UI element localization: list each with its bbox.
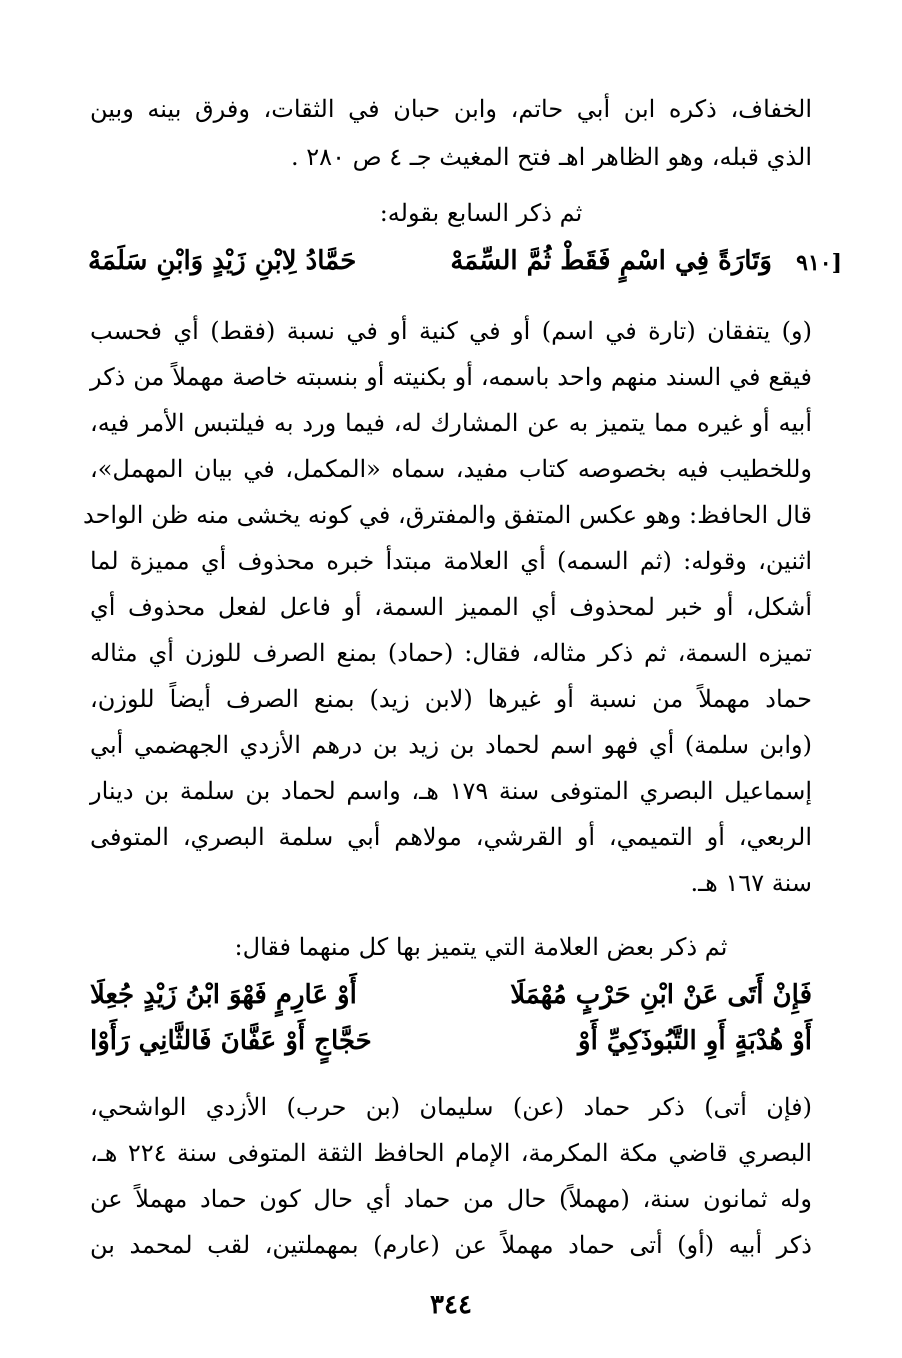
verse-910 [88,246,772,288]
commentary-line: سنة ١٦٧ هـ. [690,869,812,897]
page-number: ٣٤٤ [430,1290,472,1320]
commentary-line: أشكل، أو خبر لمحذوف أي المميز السمة، أو فاعل لفعل محذوف أي [90,593,812,621]
verse-first-half: أَوْ هُدْبَةٍ أَوِ التَّبُوذَكِيِّ أَوْ [578,1026,812,1056]
verse-911-line-2 [90,1026,812,1068]
lead-in-line: ثم ذكر بعض العلامة التي يتميز بها كل منهما فقال: [234,933,728,961]
commentary-line: اثنين، وقوله: (ثم السمه) أي العلامة مبتدأ خبره محذوف أي مميزة لما [90,547,812,575]
verse-first-half: فَإِنْ أَتَى عَنْ ابْنِ حَرْبٍ مُهْمَلَا [510,980,812,1010]
commentary-line: ذكر أبيه (أو) أتى حماد مهملاً عن (عارم) بمهملتين، لقب لمحمد بن [90,1231,812,1259]
commentary-line: فيقع في السند منهم واحد باسمه، أو بكنيته أو بنسبته خاصة مهملاً من ذكر [90,363,813,391]
commentary-line: البصري قاضي مكة المكرمة، الإمام الحافظ الثقة المتوفى سنة ٢٢٤ هـ، [90,1139,813,1167]
commentary-line: وللخطيب فيه بخصوصه كتاب مفيد، سماه «المكمل، في بيان المهمل»، [90,455,812,483]
text-line: الخفاف، ذكره ابن أبي حاتم، وابن حبان في الثقات، وفرق بينه وبين [90,95,812,123]
commentary-line: حماد مهملاً من نسبة أو غيرها (لابن زيد) بمنع الصرف أيضاً للوزن، [90,685,812,713]
commentary-line: الربعي، أو التميمي، أو القرشي، مولاهم أبي سلمة البصري، المتوفى [90,823,812,851]
commentary-line: (و) يتفقان (تارة في اسم) أو في كنية أو في نسبة (فقط) أي فحسب [90,317,812,345]
verse-number: [٩١٠ [796,250,842,276]
verse-first-half: وَتَارَةً فِي اسْمٍ فَقَطْ ثُمَّ السِّمَهْ [450,246,772,276]
commentary-line: أبيه أو غيره مما يتميز به عن المشارك له، فيما ورد به فيلتبس الأمر فيه، [90,409,812,437]
commentary-line: (فإن أتى) ذكر حماد (عن) سليمان (بن حرب) الأزدي الواشحي، [90,1093,812,1121]
commentary-line: قال الحافظ: وهو عكس المتفق والمفترق، في كونه يخشى منه ظن الواحد [82,501,812,529]
commentary-line: تميزه السمة، ثم ذكر مثاله، فقال: (حماد) بمنع الصرف للوزن أي مثاله [90,639,812,667]
verse-second-half: أَوْ عَارِمٍ فَهْوَ ابْنُ زَيْدٍ جُعِلَا [90,980,357,1010]
verse-second-half: حَجَّاجٍ أَوْ عَفَّانَ فَالثَّانِي رَأَوْا [90,1026,372,1056]
text-line: الذي قبله، وهو الظاهر اهـ فتح المغيث جـ ٤ ص ٢٨٠ . [291,143,812,171]
commentary-line: وله ثمانون سنة، (مهملاً) حال من حماد أي حال كون حماد مهملاً عن [90,1185,812,1213]
verse-911-line-1 [90,980,812,1022]
commentary-line: (وابن سلمة) أي فهو اسم لحماد بن زيد بن درهم الأزدي الجهضمي أبي [90,731,812,759]
verse-second-half: حَمَّادُ لِابْنِ زَيْدٍ وَابْنِ سَلَمَهْ [88,246,357,276]
commentary-line: إسماعيل البصري المتوفى سنة ١٧٩ هـ، واسم لحماد بن سلمة بن دينار [90,777,812,805]
lead-in-line: ثم ذكر السابع بقوله: [379,199,583,227]
